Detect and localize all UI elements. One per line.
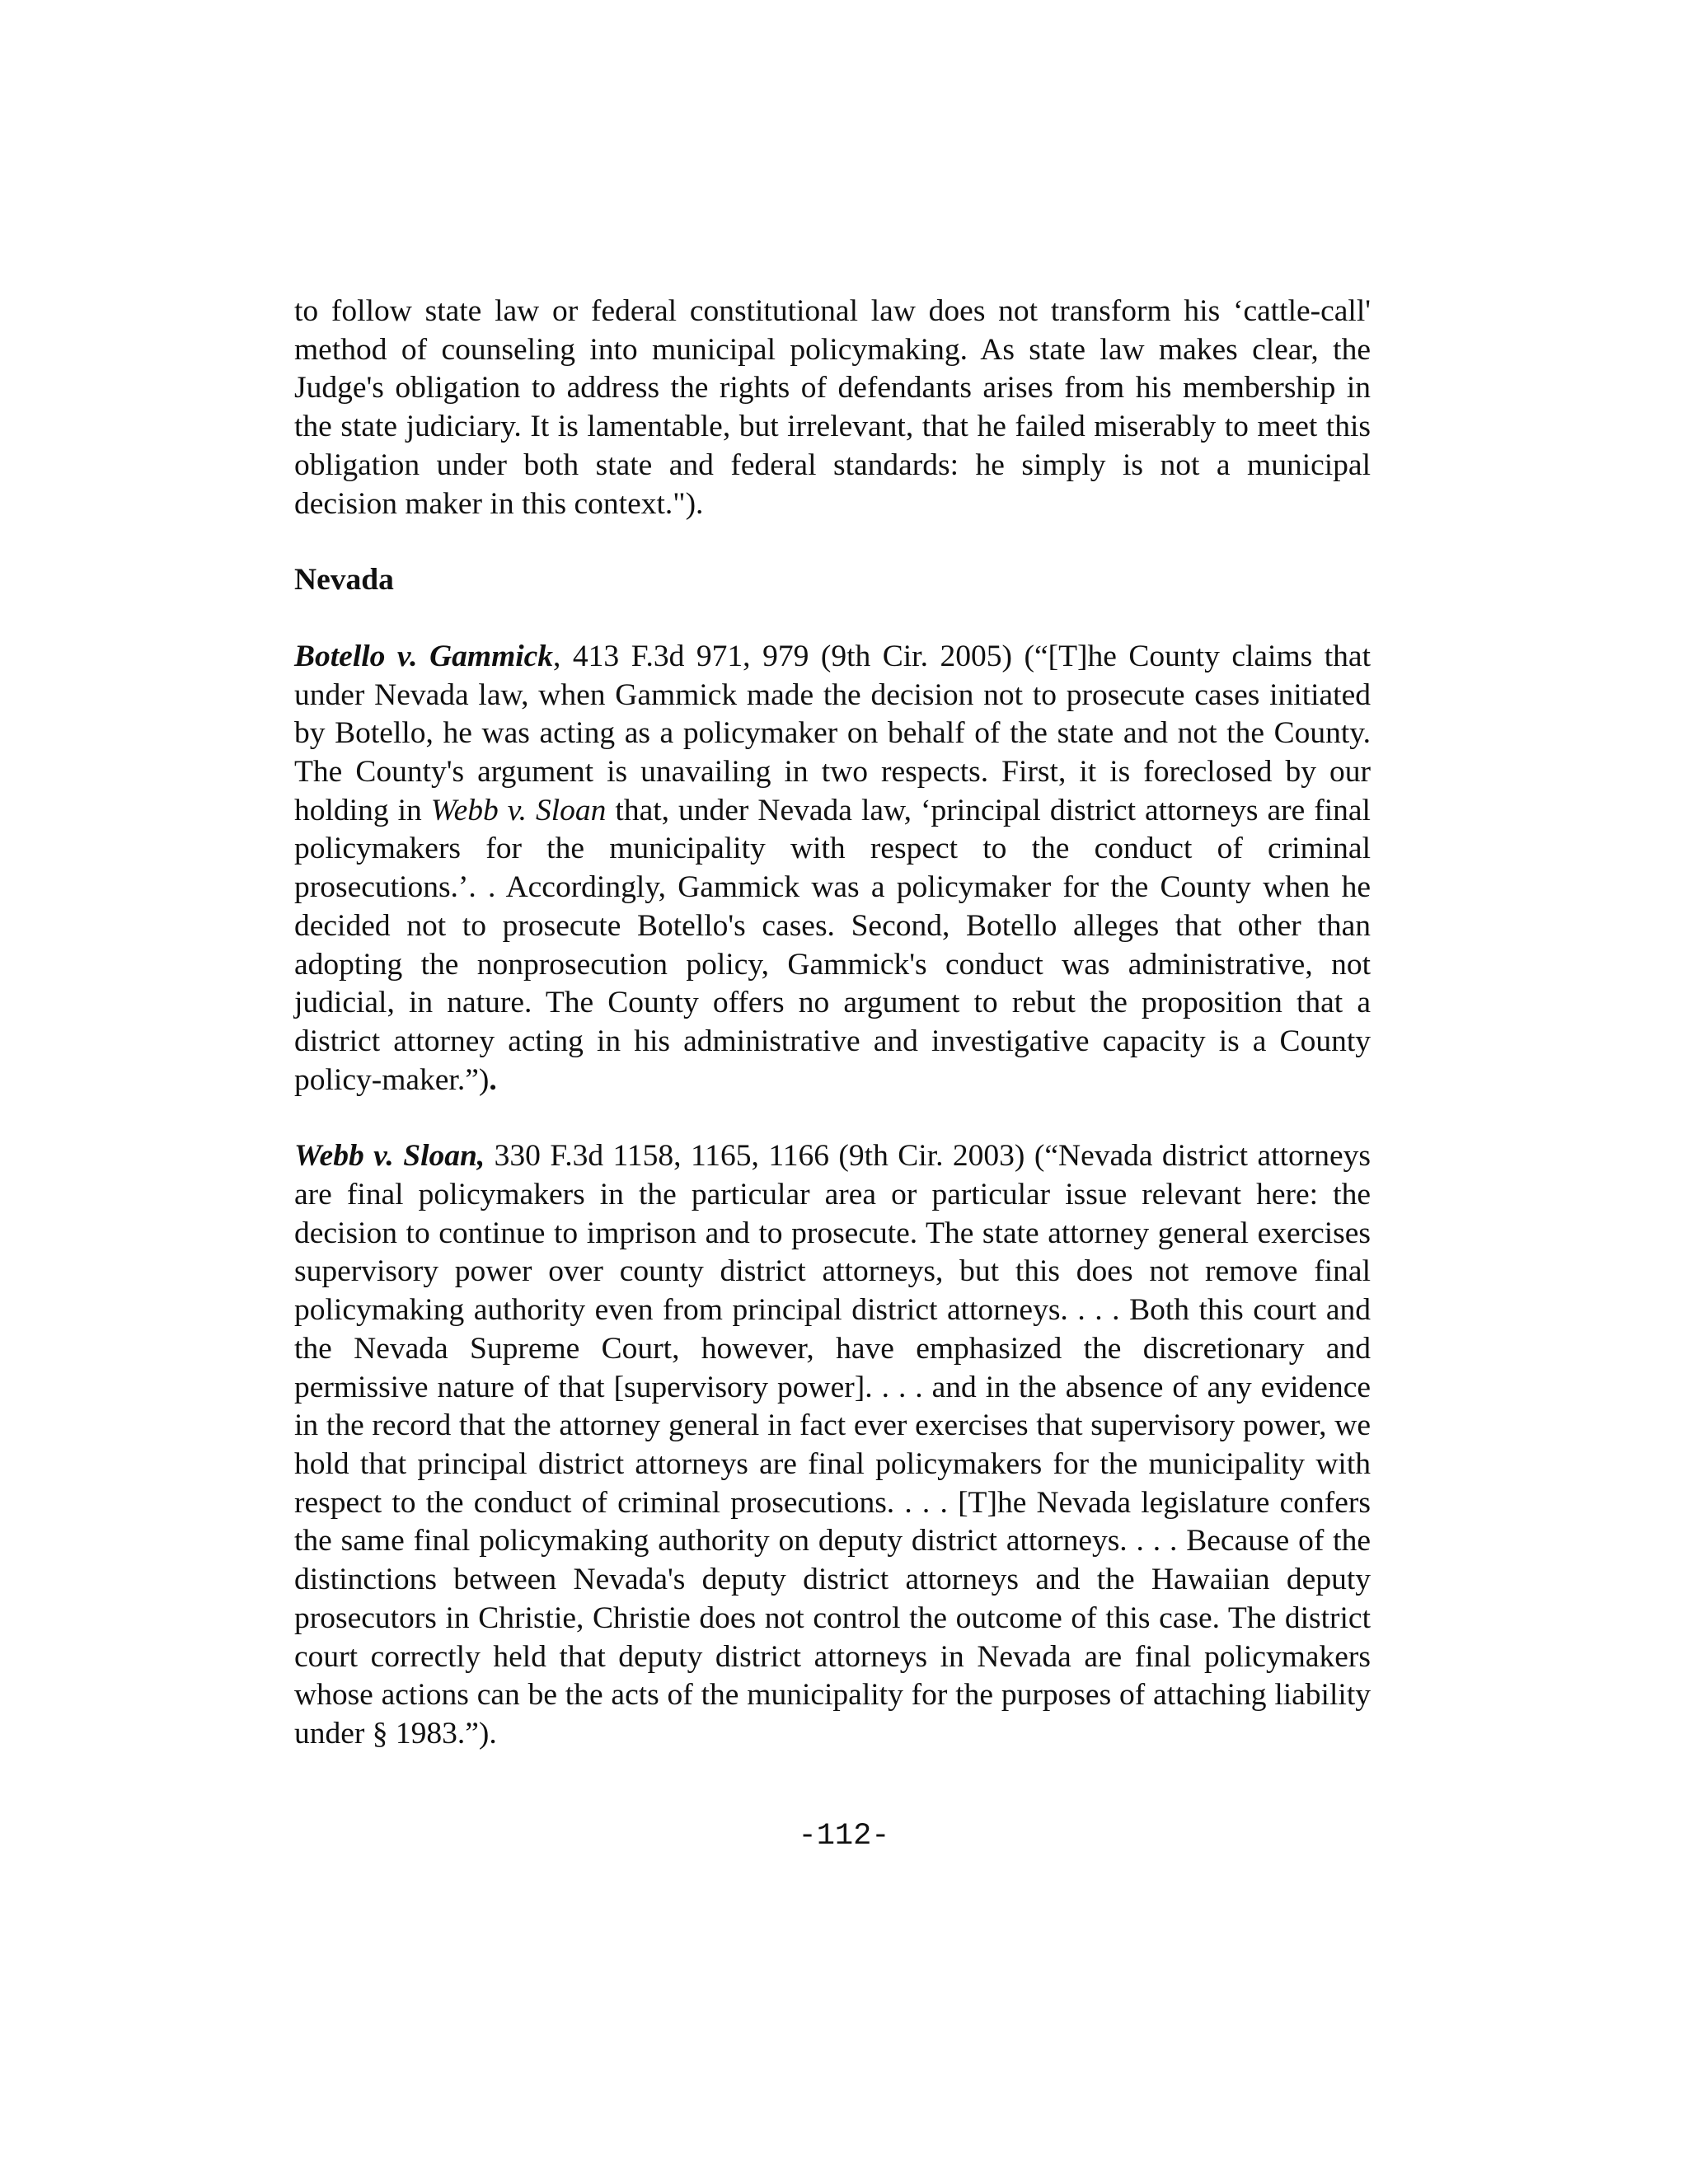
webb-case-name: Webb v. Sloan,: [294, 1139, 485, 1174]
page-number: -112-: [798, 1819, 890, 1854]
intro-paragraph: to follow state law or federal constitutional law does not transform his ‘cattle-call' method of counseling into municipal policymaking. As state law makes clear, the Judge's obligation to address the rights of defendants arises from his membership in the state judiciary. It is lamentable, but irrelevant, that he failed miserably to meet this obligation under both state and federal standards: he simply is not a municipal decision maker in this context.").: [294, 294, 1371, 521]
botello-text-1: , 413 F.3d 971, 979 (9th Cir. 2005) (“[T]he County claims that under Nevada law, when Gammick made the decision not to prosecute cases initiated by Botello, he was acting as a policymaker on behalf of the state and not the County. The County's argument is unavailing in two respects. First, it is foreclosed by our holding in: [294, 639, 1371, 827]
botello-cited-case: Webb v. Sloan: [430, 793, 607, 827]
botello-closing-period: .: [489, 1062, 497, 1097]
botello-paragraph: [294, 638, 1371, 1099]
document-body: [294, 293, 1371, 1754]
webb-paragraph: [294, 1137, 1371, 1753]
section-heading: Nevada: [294, 563, 394, 598]
webb-text: 330 F.3d 1158, 1165, 1166 (9th Cir. 2003) (“Nevada district attorneys are final policymakers in the particular area or particular issue relevant here: the decision to continue to imprison and to prosecute. The state attorney general exercises supervisory power over county district attorneys, but this does not remove final policymaking authority even from principal district attorneys. . . . Both this court and the Nevada Supreme Court, however, have emphasized the discretionary and permissive nature of that [supervisory power]. . . . and in the absence of any evidence in the record that the attorney general in fact ever exercises that supervisory power, we hold that principal district attorneys are final policymakers for the municipality with respect to the conduct of criminal prosecutions. . . . [T]he Nevada legislature confers the same final policymaking authority on deputy district attorneys. . . . Because of the distinctions between Nevada's deputy district attorneys and the Hawaiian deputy prosecutors in Christie, Christie does not control the outcome of this case. The district court correctly held that deputy district attorneys in Nevada are final policymakers whose actions can be the acts of the municipality for the purposes of attaching liability under § 1983.”).: [294, 1139, 1371, 1750]
botello-case-name: Botello v. Gammick: [294, 639, 554, 673]
botello-text-2: that, under Nevada law, ‘principal district attorneys are final policymakers for the municipality with respect to the conduct of criminal prosecutions.’. . Accordingly, Gammick was a policymaker for the County when he decided not to prosecute Botello's cases. Second, Botello alleges that other than adopting the nonprosecution policy, Gammick's conduct was administrative, not judicial, in nature. The County offers no argument to rebut the proposition that a district attorney acting in his administrative and investigative capacity is a County policy-maker.”): [294, 793, 1371, 1097]
